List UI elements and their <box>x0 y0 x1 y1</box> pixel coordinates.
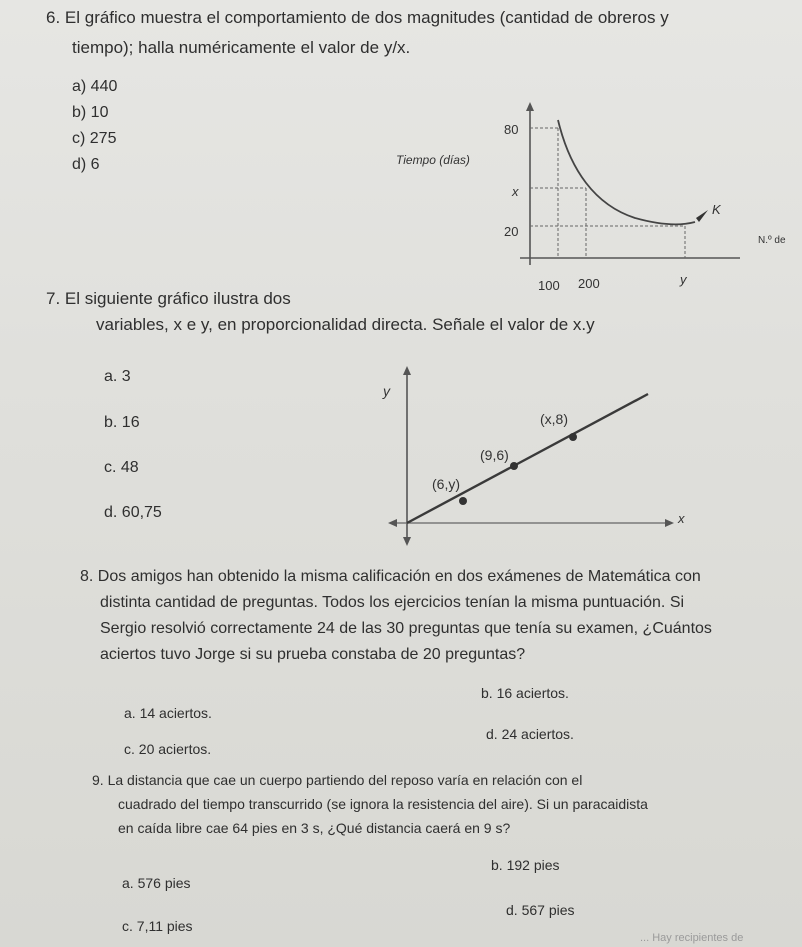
q6-axis-note: N.º de <box>758 235 786 246</box>
q7-y-axis-arrow-down <box>403 537 411 546</box>
q9-option-b: b. 192 pies <box>491 857 560 873</box>
q7-label-x8: (x,8) <box>540 411 568 427</box>
q8-line2: distinta cantidad de preguntas. Todos los ejercicios tenían la misma puntuación. Si <box>100 594 685 611</box>
q7-y-axis-arrow <box>403 366 411 375</box>
q7-x-axis-arrow-right <box>665 519 674 527</box>
q6-tick-80: 80 <box>504 122 519 137</box>
q7-point-96 <box>510 462 518 470</box>
q6-tick-20: 20 <box>504 224 519 239</box>
q8-line3: Sergio resolvió correctamente 24 de las 30 preguntas que tenía su examen, ¿Cuántos <box>100 620 712 637</box>
q6-tick-x: x <box>512 184 519 199</box>
q8-option-b: b. 16 aciertos. <box>481 685 569 701</box>
q6-tick-100: 100 <box>538 278 560 293</box>
q6-curve <box>558 120 695 224</box>
q6-tick-200: 200 <box>578 276 600 291</box>
bleed-through-text: ... Hay recipientes de <box>640 932 744 944</box>
q8-option-c: c. 20 aciertos. <box>124 741 212 757</box>
q9-line2: cuadrado del tiempo transcurrido (se ignora la resistencia del aire). Si un paracaidista <box>118 796 648 812</box>
q6-inverse-graph <box>390 100 802 300</box>
q6-y-axis-arrow <box>526 102 534 111</box>
q7-option-b: b. 16 <box>104 414 140 431</box>
q6-line2: tiempo); halla numéricamente el valor de y/x. <box>72 38 411 57</box>
q7-y-label: y <box>383 383 390 399</box>
q7-option-a: a. 3 <box>104 368 131 385</box>
q8-line1: 8. Dos amigos han obtenido la misma calificación en dos exámenes de Matemática con <box>80 568 701 585</box>
q6-tick-y: y <box>680 272 687 287</box>
q8-line4: aciertos tuvo Jorge si su prueba constaba de 20 preguntas? <box>100 646 526 663</box>
q7-label-96: (9,6) <box>480 447 509 463</box>
q7-option-c: c. 48 <box>104 459 139 476</box>
q7-option-d: d. 60,75 <box>104 504 162 521</box>
q7-x-label: x <box>678 511 685 526</box>
q9-line1: 9. La distancia que cae un cuerpo partiendo del reposo varía en relación con el <box>92 772 583 788</box>
q6-curve-label: K <box>712 202 721 217</box>
q7-line <box>407 394 648 523</box>
q7-proportional-graph <box>380 360 700 560</box>
q9-line3: en caída libre cae 64 pies en 3 s, ¿Qué distancia caerá en 9 s? <box>118 820 511 836</box>
q9-option-a: a. 576 pies <box>122 875 191 891</box>
q8-option-d: d. 24 aciertos. <box>486 726 574 742</box>
q6-option-a: a) 440 <box>72 78 118 95</box>
q6-option-c: c) 275 <box>72 130 117 147</box>
q6-option-d: d) 6 <box>72 156 100 173</box>
q7-point-x8 <box>569 433 577 441</box>
q7-x-axis-arrow-left <box>388 519 397 527</box>
q7-line1: 7. El siguiente gráfico ilustra dos <box>46 289 291 308</box>
q6-option-b: b) 10 <box>72 104 109 121</box>
q6-y-label: Tiempo (días) <box>396 153 470 167</box>
q7-label-6y: (6,y) <box>432 476 460 492</box>
q6-curve-arrow <box>696 210 708 222</box>
q9-option-d: d. 567 pies <box>506 902 575 918</box>
q8-option-a: a. 14 aciertos. <box>124 705 212 721</box>
q7-point-6y <box>459 497 467 505</box>
q7-line2: variables, x e y, en proporcionalidad directa. Señale el valor de x.y <box>96 315 595 334</box>
q9-option-c: c. 7,11 pies <box>122 918 193 934</box>
q6-line1: 6. El gráfico muestra el comportamiento de dos magnitudes (cantidad de obreros y <box>46 8 669 27</box>
